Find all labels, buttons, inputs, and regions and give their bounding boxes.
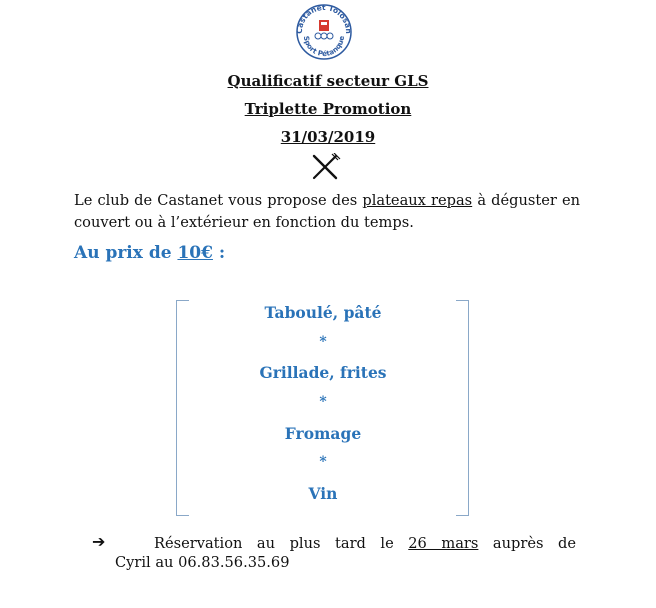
reservation-text-2: auprès de: [478, 535, 576, 552]
menu-separator-3: *: [319, 454, 327, 470]
event-category: Triplette Promotion: [244, 100, 412, 118]
reservation-contact: Cyril au 06.83.56.35.69: [115, 554, 290, 571]
price-prefix: Au prix de: [74, 243, 178, 263]
menu-separator-1: *: [319, 334, 327, 350]
menu-item-4: Vin: [308, 484, 338, 503]
reservation-text-1: Réservation au plus tard le: [154, 535, 409, 552]
intro-paragraph: [74, 190, 580, 234]
menu-separator-2: *: [319, 394, 327, 410]
arrow-icon: ➔: [92, 532, 106, 551]
intro-text-2: à déguster en couvert ou à l’extérieur en fonction du temps.: [74, 192, 580, 231]
logo-text-top: Castanet Tolosan: [294, 2, 354, 34]
price-suffix: :: [212, 243, 226, 263]
cutlery-icon: [308, 153, 342, 181]
menu-item-2: Grillade, frites: [259, 363, 387, 382]
intro-highlight: plateaux repas: [362, 192, 473, 209]
price-line: [74, 243, 225, 263]
event-date: 31/03/2019: [280, 128, 376, 146]
logo-text-bottom: Sport Pétanque: [301, 35, 347, 59]
reservation-line-1: [154, 533, 576, 554]
menu-item-3: Fromage: [284, 424, 362, 443]
menu-item-1: Taboulé, pâté: [264, 303, 382, 322]
event-title: Qualificatif secteur GLS: [227, 72, 429, 90]
club-logo: [284, 2, 364, 62]
menu-bracket-right: [456, 300, 469, 516]
reservation-deadline: 26 mars: [408, 535, 479, 552]
price-amount: 10€: [177, 243, 213, 263]
intro-text-1: Le club de Castanet vous propose des: [74, 192, 363, 209]
menu-bracket-left: [176, 300, 189, 516]
